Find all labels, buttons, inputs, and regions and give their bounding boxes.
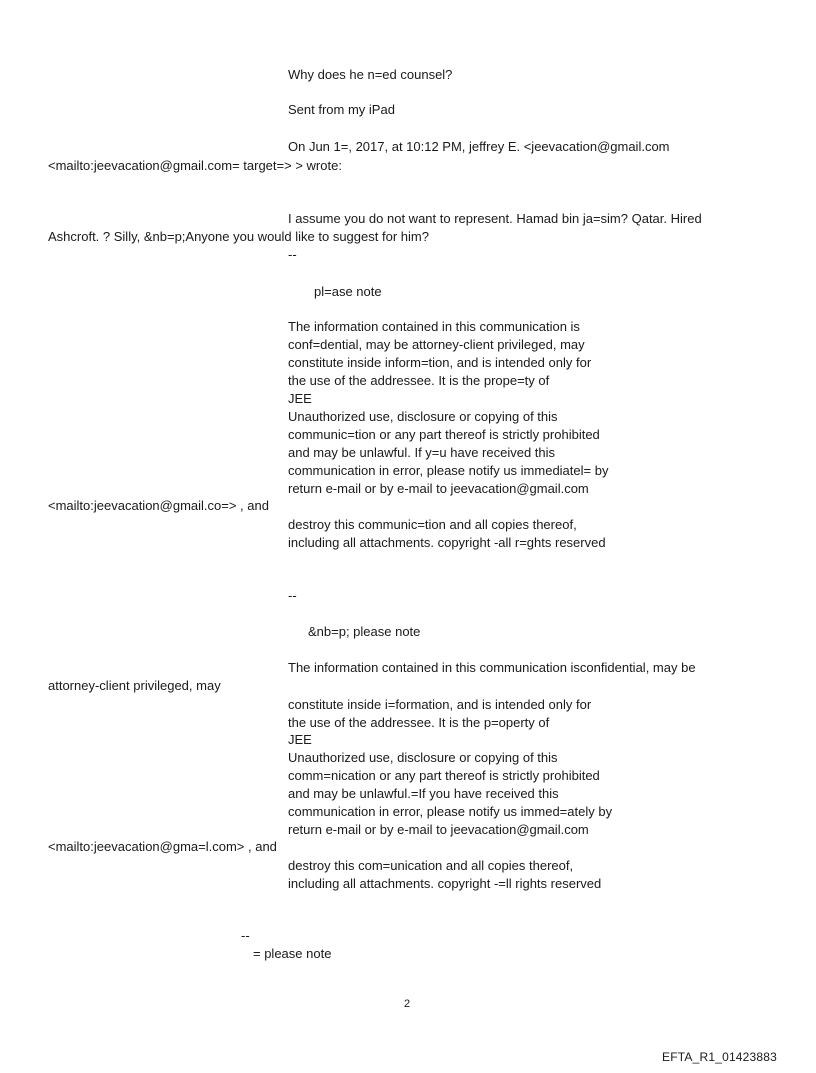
quote-header: On Jun 1=, 2017, at 10:12 PM, jeffrey E. <jeevacation@gmail.com	[288, 139, 670, 154]
page-number: 2	[404, 998, 411, 1010]
signature-note: &nb=p; please note	[308, 624, 421, 639]
disclaimer-line: The information contained in this communication is	[288, 319, 580, 334]
disclaimer-line: JEE	[288, 391, 312, 406]
disclaimer-line: communication in error, please notify us immediatel= by	[288, 463, 609, 478]
quoted-message-line: I assume you do not want to represent. Hamad bin ja=sim? Qatar. Hired	[288, 211, 702, 226]
disclaimer-line: constitute inside i=formation, and is intended only for	[288, 697, 592, 712]
disclaimer-line: return e-mail or by e-mail to jeevacation@gmail.com	[288, 822, 589, 837]
disclaimer-line: return e-mail or by e-mail to jeevacation@gmail.com	[288, 481, 589, 496]
disclaimer-line: constitute inside inform=tion, and is intended only for	[288, 355, 592, 370]
sent-from-line: Sent from my iPad	[288, 102, 395, 117]
signature-separator: --	[288, 247, 297, 262]
disclaimer-line: the use of the addressee. It is the p=operty of	[288, 715, 550, 730]
disclaimer-line: attorney-client privileged, may	[48, 678, 221, 693]
disclaimer-line: communic=tion or any part thereof is strictly prohibited	[288, 427, 600, 442]
disclaimer-line: and may be unlawful. If y=u have received this	[288, 445, 556, 460]
document-id: EFTA_R1_01423883	[662, 1050, 778, 1064]
disclaimer-line: including all attachments. copyright -all r=ghts reserved	[288, 535, 606, 550]
disclaimer-line: the use of the addressee. It is the prope=ty of	[288, 373, 550, 388]
disclaimer-line: JEE	[288, 732, 312, 747]
disclaimer-line: including all attachments. copyright -=ll rights reserved	[288, 876, 602, 891]
disclaimer-mailto: <mailto:jeevacation@gmail.co=> , and	[48, 498, 269, 513]
disclaimer-line: and may be unlawful.=If you have received this	[288, 786, 559, 801]
disclaimer-line: destroy this communic=tion and all copies thereof,	[288, 517, 577, 532]
quoted-message-line: Ashcroft. ? Silly, &nb=p;Anyone you would like to suggest for him?	[48, 229, 429, 244]
disclaimer-line: Unauthorized use, disclosure or copying of this	[288, 750, 558, 765]
signature-separator: --	[288, 588, 297, 603]
disclaimer-line: destroy this com=unication and all copies thereof,	[288, 858, 574, 873]
signature-note: = please note	[253, 946, 332, 961]
reply-text: Why does he n=ed counsel?	[288, 67, 453, 82]
disclaimer-line: The information contained in this communication isconfidential, may be	[288, 660, 696, 675]
disclaimer-line: communication in error, please notify us immed=ately by	[288, 804, 613, 819]
disclaimer-line: comm=nication or any part thereof is strictly prohibited	[288, 768, 600, 783]
signature-separator: --	[241, 928, 250, 943]
quote-header-mailto: <mailto:jeevacation@gmail.com= target=> > wrote:	[48, 158, 342, 173]
disclaimer-mailto: <mailto:jeevacation@gma=l.com> , and	[48, 839, 277, 854]
disclaimer-line: conf=dential, may be attorney-client privileged, may	[288, 337, 585, 352]
disclaimer-line: Unauthorized use, disclosure or copying of this	[288, 409, 558, 424]
signature-note: pl=ase note	[314, 284, 382, 299]
